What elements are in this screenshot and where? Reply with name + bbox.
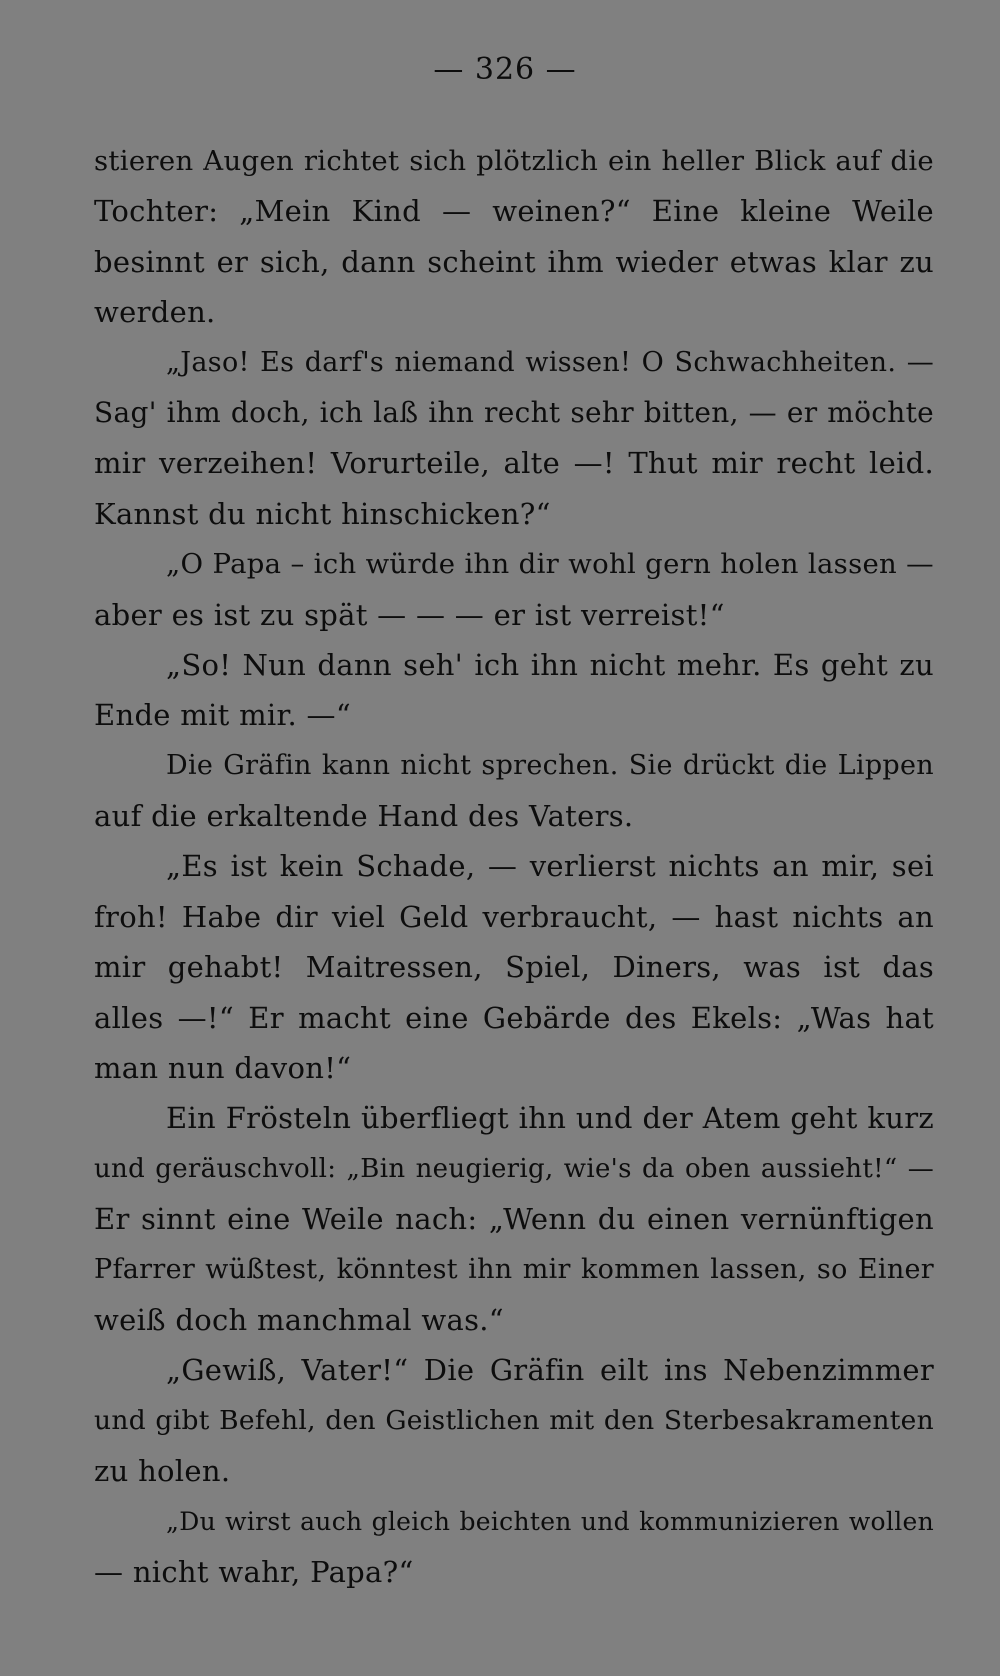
text-line: „Jaso! Es darf's niemand wissen! O Schwachheiten. — bbox=[166, 346, 934, 378]
text-line: Tochter: „Mein Kind — weinen?“ Eine kleine Weile bbox=[94, 194, 934, 229]
text-line: Kannst du nicht hinschicken?“ bbox=[94, 496, 551, 531]
text-line: weiß doch manchmal was.“ bbox=[94, 1302, 504, 1337]
text-line: zu holen. bbox=[94, 1454, 231, 1489]
text-line: Ende mit mir. —“ bbox=[94, 698, 351, 733]
text-line: aber es ist zu spät — — — er ist verreist!“ bbox=[94, 597, 725, 632]
text-line: „Gewiß, Vater!“ Die Gräfin eilt ins Nebenzimmer bbox=[166, 1353, 934, 1388]
page-number: — 326 — bbox=[433, 52, 577, 87]
text-line: und gibt Befehl, den Geistlichen mit den Sterbesakramenten bbox=[94, 1404, 934, 1436]
text-line: „Du wirst auch gleich beichten und kommunizieren wollen bbox=[166, 1506, 934, 1536]
text-line: alles —!“ Er macht eine Gebärde des Ekels: „Was hat bbox=[94, 1000, 934, 1035]
text-line: Ein Frösteln überfliegt ihn und der Atem geht kurz bbox=[166, 1101, 934, 1136]
text-line: stieren Augen richtet sich plötzlich ein heller Blick auf die bbox=[94, 145, 934, 177]
text-line: auf die erkaltende Hand des Vaters. bbox=[94, 799, 634, 834]
text-line: „O Papa – ich würde ihn dir wohl gern holen lassen — bbox=[166, 548, 934, 581]
text-line: Pfarrer wüßtest, könntest ihn mir kommen lassen, so Einer bbox=[94, 1253, 934, 1285]
text-line: mir verzeihen! Vorurteile, alte —! Thut mir recht leid. bbox=[94, 446, 934, 481]
text-line: „Es ist kein Schade, — verlierst nichts an mir, sei bbox=[166, 849, 934, 884]
text-line: Die Gräfin kann nicht sprechen. Sie drückt die Lippen bbox=[166, 749, 934, 781]
text-line: werden. bbox=[94, 295, 216, 330]
text-line: „So! Nun dann seh' ich ihn nicht mehr. Es geht zu bbox=[166, 647, 934, 682]
text-line: besinnt er sich, dann scheint ihm wieder etwas klar zu bbox=[94, 244, 934, 279]
text-line: Er sinnt eine Weile nach: „Wenn du einen vernünftigen bbox=[94, 1202, 934, 1237]
text-line: — nicht wahr, Papa?“ bbox=[94, 1554, 414, 1589]
text-line: mir gehabt! Maitressen, Spiel, Diners, was ist das bbox=[94, 950, 934, 985]
text-line: und geräuschvoll: „Bin neugierig, wie's da oben aussieht!“ — bbox=[94, 1153, 934, 1184]
body-text bbox=[94, 136, 934, 1597]
text-line: Sag' ihm doch, ich laß ihn recht sehr bitten, — er möchte bbox=[94, 395, 934, 429]
text-line: froh! Habe dir viel Geld verbraucht, — hast nichts an bbox=[94, 899, 934, 934]
text-line: man nun davon!“ bbox=[94, 1051, 352, 1086]
